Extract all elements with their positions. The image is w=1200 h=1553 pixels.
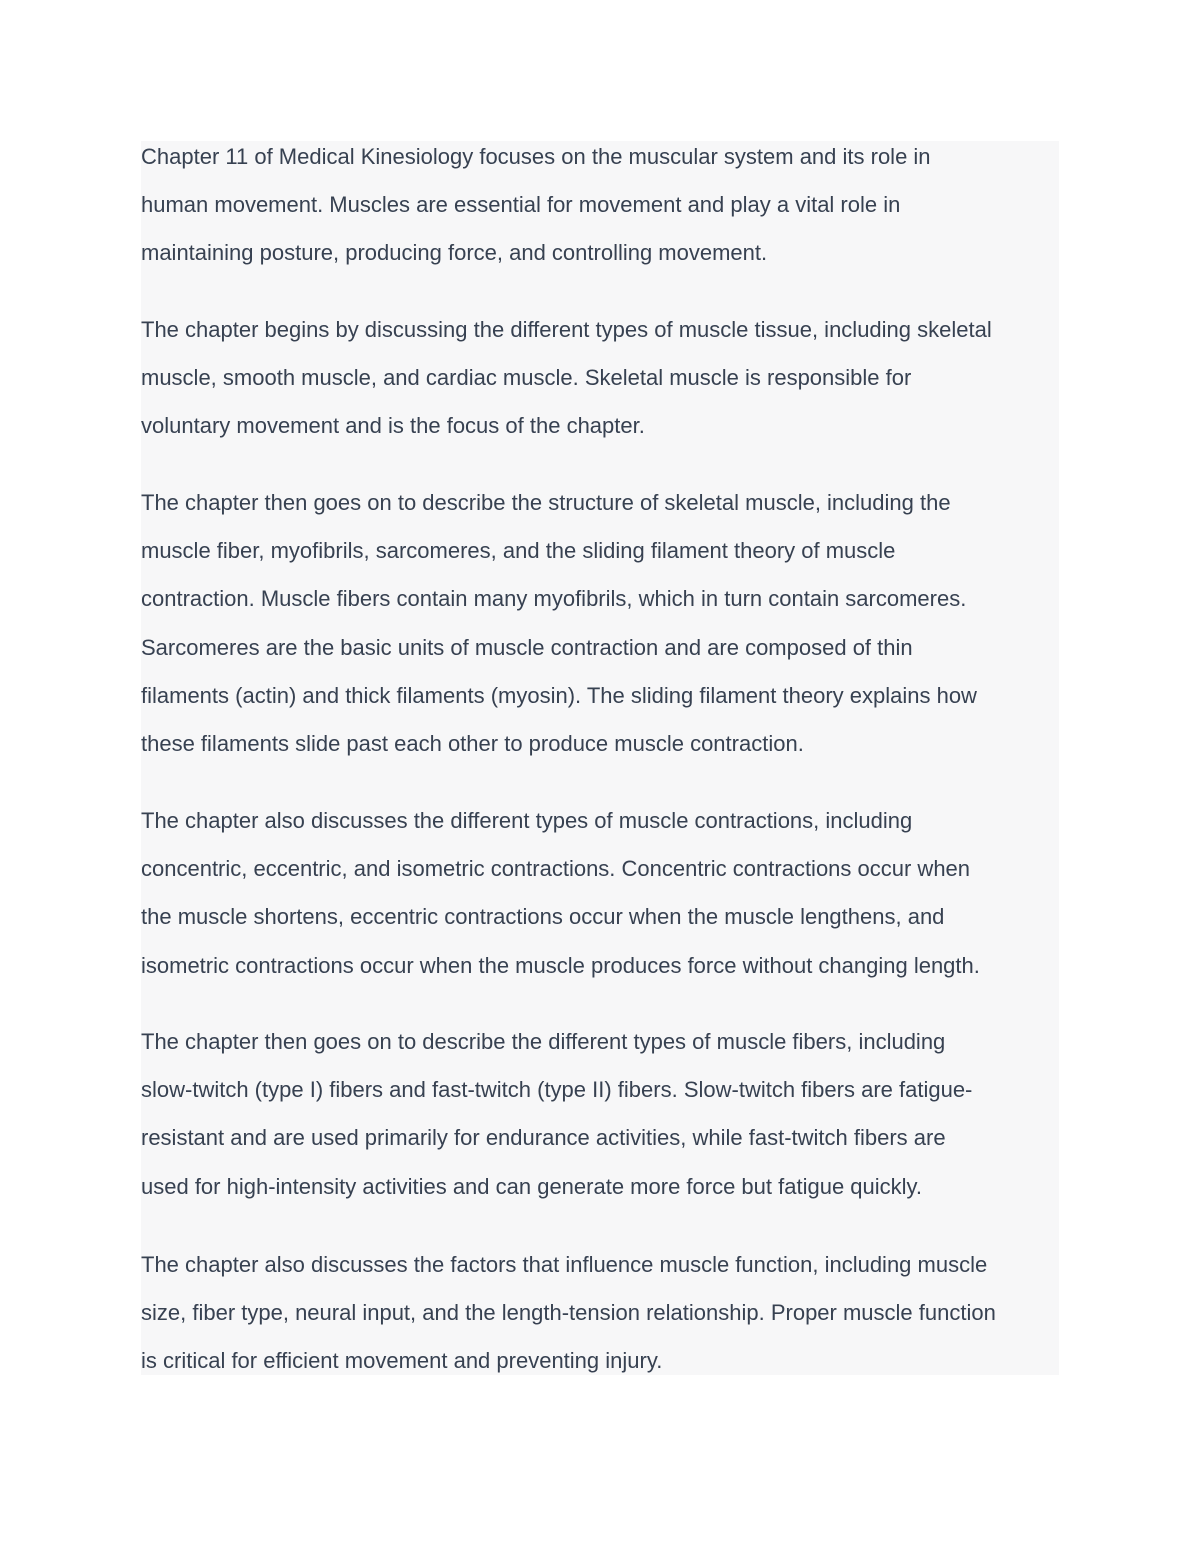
- text-line: contraction. Muscle fibers contain many myofibrils, which in turn contain sarcomeres.: [141, 586, 967, 612]
- text-line: The chapter also discusses the factors that influence muscle function, including muscle: [141, 1252, 988, 1277]
- text-line: is critical for efficient movement and preventing injury.: [141, 1348, 663, 1374]
- text-line: Sarcomeres are the basic units of muscle contraction and are composed of thin: [141, 634, 913, 660]
- text-line: isometric contractions occur when the muscle produces force without changing length.: [141, 952, 980, 978]
- text-line: used for high-intensity activities and can generate more force but fatigue quickly.: [141, 1173, 923, 1199]
- text-line: maintaining posture, producing force, and controlling movement.: [141, 240, 768, 266]
- paragraph-2: [141, 306, 1071, 451]
- text-line: muscle fiber, myofibrils, sarcomeres, and the sliding filament theory of muscle: [141, 538, 896, 564]
- paragraph-3: [141, 479, 1071, 768]
- text-line: The chapter then goes on to describe the different types of muscle fibers, including: [141, 1029, 946, 1054]
- text-line: slow-twitch (type I) fibers and fast-twitch (type II) fibers. Slow-twitch fibers are fatigue-: [141, 1077, 973, 1103]
- text-line: The chapter begins by discussing the different types of muscle tissue, including skeletal: [141, 317, 992, 342]
- paragraph-1: [141, 133, 1071, 278]
- text-line: concentric, eccentric, and isometric contractions. Concentric contractions occur when: [141, 856, 971, 882]
- text-line: The chapter then goes on to describe the structure of skeletal muscle, including the: [141, 490, 951, 515]
- text-line: voluntary movement and is the focus of the chapter.: [141, 413, 645, 439]
- paragraph-6: [141, 1241, 1071, 1386]
- text-line: human movement. Muscles are essential for movement and play a vital role in: [141, 192, 901, 218]
- document-content-block: [141, 141, 1059, 1375]
- text-line: The chapter also discusses the different types of muscle contractions, including: [141, 808, 913, 833]
- text-line: filaments (actin) and thick filaments (myosin). The sliding filament theory explains how: [141, 682, 977, 708]
- text-line: muscle, smooth muscle, and cardiac muscle. Skeletal muscle is responsible for: [141, 365, 912, 391]
- text-line: these filaments slide past each other to produce muscle contraction.: [141, 731, 804, 757]
- paragraph-5: [141, 1018, 1071, 1211]
- text-line: resistant and are used primarily for endurance activities, while fast-twitch fibers are: [141, 1125, 946, 1151]
- text-line: size, fiber type, neural input, and the length-tension relationship. Proper muscle function: [141, 1300, 996, 1326]
- text-line: the muscle shortens, eccentric contractions occur when the muscle lengthens, and: [141, 904, 945, 930]
- text-line: Chapter 11 of Medical Kinesiology focuses on the muscular system and its role in: [141, 144, 931, 169]
- paragraph-4: [141, 797, 1071, 990]
